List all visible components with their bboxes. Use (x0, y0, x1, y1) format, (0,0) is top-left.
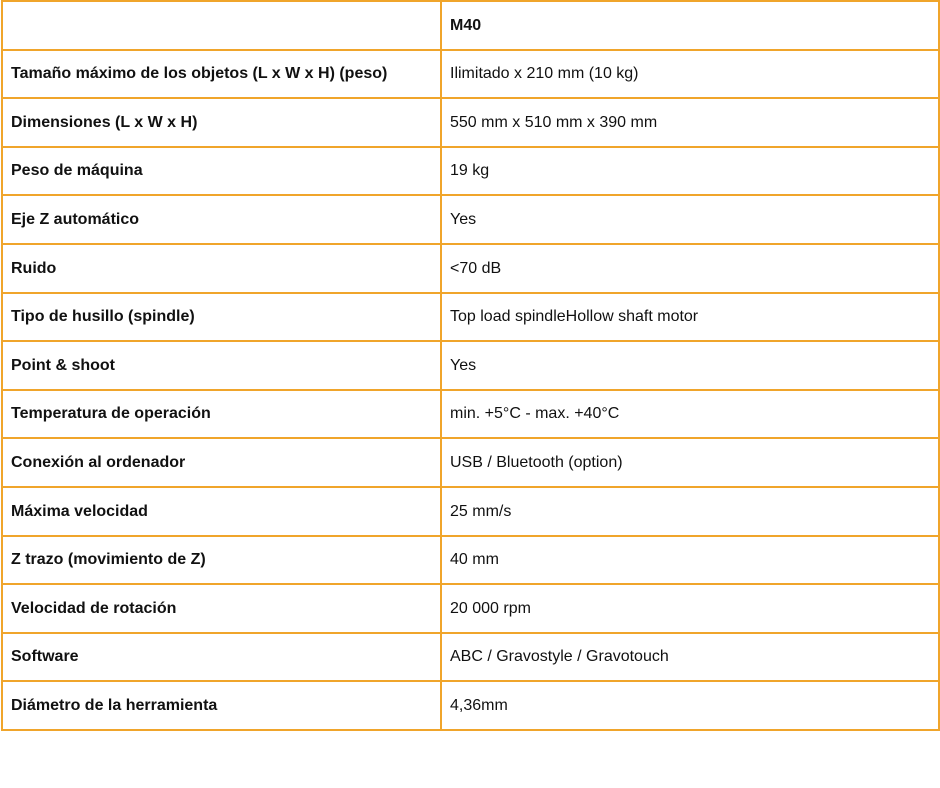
spec-label: Tipo de husillo (spindle) (2, 293, 441, 342)
spec-label: Z trazo (movimiento de Z) (2, 536, 441, 585)
spec-value: Ilimitado x 210 mm (10 kg) (441, 50, 939, 99)
table-row (2, 195, 939, 244)
spec-label: Diámetro de la herramienta (2, 681, 441, 730)
spec-value: 550 mm x 510 mm x 390 mm (441, 98, 939, 147)
spec-table (1, 0, 940, 731)
spec-value: Yes (441, 341, 939, 390)
spec-value: 20 000 rpm (441, 584, 939, 633)
table-row (2, 487, 939, 536)
header-empty-cell (2, 1, 441, 50)
spec-label: Dimensiones (L x W x H) (2, 98, 441, 147)
table-row (2, 98, 939, 147)
table-row (2, 293, 939, 342)
spec-label: Software (2, 633, 441, 682)
spec-label: Point & shoot (2, 341, 441, 390)
table-row (2, 50, 939, 99)
spec-value: <70 dB (441, 244, 939, 293)
table-row (2, 633, 939, 682)
spec-label: Conexión al ordenador (2, 438, 441, 487)
table-row (2, 244, 939, 293)
table-row (2, 536, 939, 585)
spec-value: ABC / Gravostyle / Gravotouch (441, 633, 939, 682)
spec-label: Ruido (2, 244, 441, 293)
spec-label: Máxima velocidad (2, 487, 441, 536)
table-row (2, 341, 939, 390)
spec-value: 40 mm (441, 536, 939, 585)
table-row (2, 438, 939, 487)
spec-value: Yes (441, 195, 939, 244)
spec-label: Velocidad de rotación (2, 584, 441, 633)
table-row (2, 584, 939, 633)
spec-label: Eje Z automático (2, 195, 441, 244)
spec-label: Peso de máquina (2, 147, 441, 196)
header-row (2, 1, 939, 50)
spec-value: 19 kg (441, 147, 939, 196)
table-row (2, 681, 939, 730)
spec-value: USB / Bluetooth (option) (441, 438, 939, 487)
spec-value: 4,36mm (441, 681, 939, 730)
table-row (2, 390, 939, 439)
header-model-cell: M40 (441, 1, 939, 50)
spec-label: Temperatura de operación (2, 390, 441, 439)
spec-value: 25 mm/s (441, 487, 939, 536)
table-row (2, 147, 939, 196)
spec-value: Top load spindleHollow shaft motor (441, 293, 939, 342)
spec-label: Tamaño máximo de los objetos (L x W x H) (peso) (2, 50, 441, 99)
spec-value: min. +5°C - max. +40°C (441, 390, 939, 439)
